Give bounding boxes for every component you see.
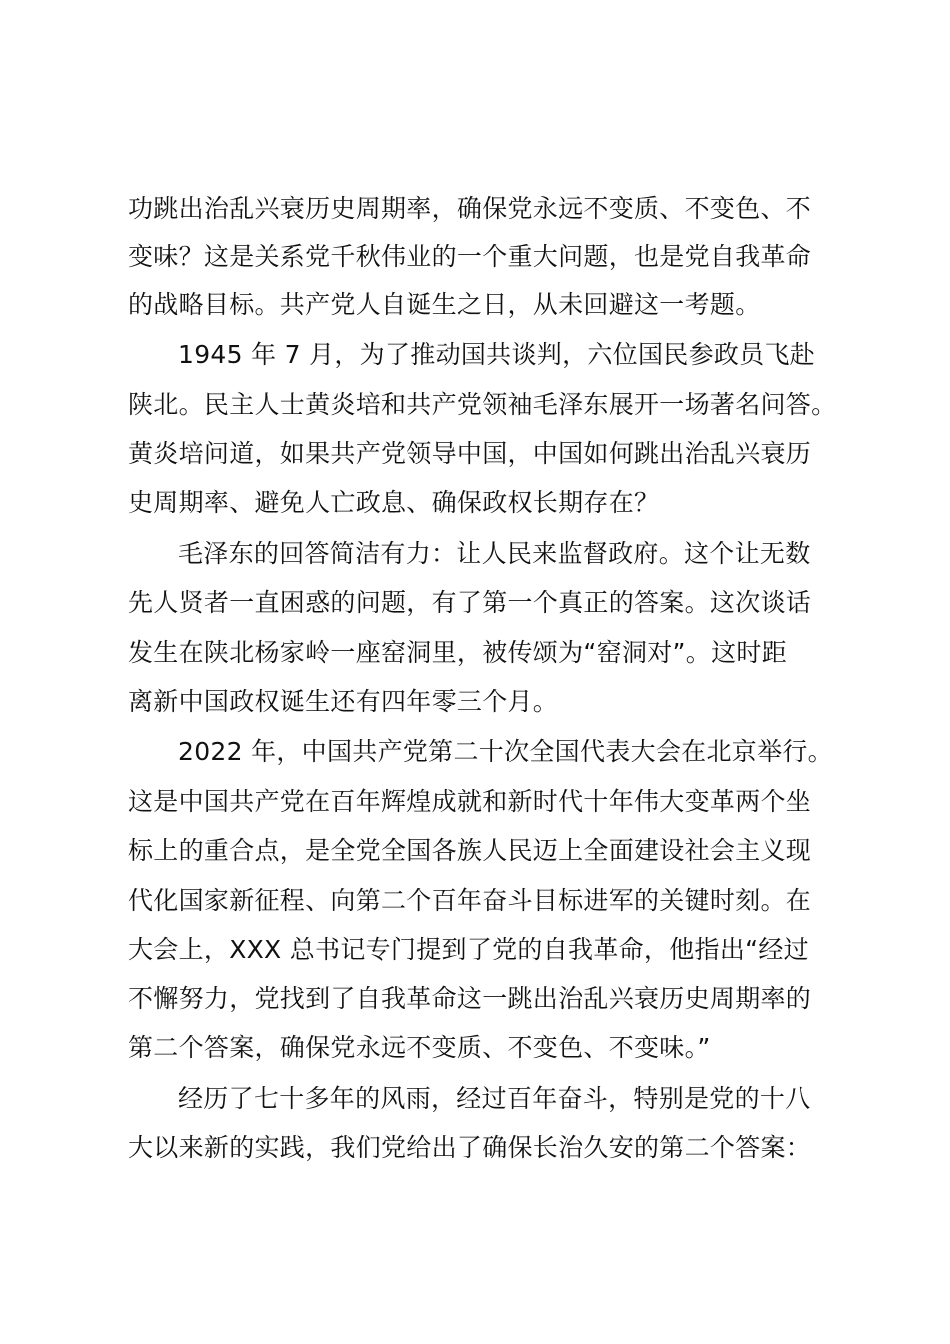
text-line: 2022 年，中国共产党第二十次全国代表大会在北京举行。: [178, 737, 833, 766]
text-line: 毛泽东的回答简洁有力：让人民来监督政府。这个让无数: [178, 539, 811, 568]
text-line: 先人贤者一直困惑的问题，有了第一个真正的答案。这次谈话: [128, 588, 812, 617]
text-line: 史周期率、避免人亡政息、确保政权长期存在？: [128, 488, 660, 517]
text-line: 黄炎培问道，如果共产党领导中国，中国如何跳出治乱兴衰历: [128, 439, 812, 468]
text-line: 不懈努力，党找到了自我革命这一跳出治乱兴衰历史周期率的: [128, 984, 812, 1013]
text-line: 代化国家新征程、向第二个百年奋斗目标进军的关键时刻。在: [128, 886, 812, 915]
text-line: 标上的重合点，是全党全国各族人民迈上全面建设社会主义现: [128, 836, 812, 865]
text-line: 的战略目标。共产党人自诞生之日，从未回避这一考题。: [128, 290, 761, 319]
text-line: 经历了七十多年的风雨，经过百年奋斗，特别是党的十八: [178, 1084, 811, 1113]
text-line: 发生在陕北杨家岭一座窑洞里，被传颂为“窑洞对”。这时距: [128, 638, 788, 667]
text-line: 第二个答案，确保党永远不变质、不变色、不变味。”: [128, 1033, 711, 1062]
text-line: 这是中国共产党在百年辉煌成就和新时代十年伟大变革两个坐: [128, 787, 812, 816]
text-line: 大以来新的实践，我们党给出了确保长治久安的第二个答案：: [128, 1133, 812, 1162]
text-line: 陕北。民主人士黄炎培和共产党领袖毛泽东展开一场著名问答。: [128, 390, 837, 419]
text-line: 变味？这是关系党千秋伟业的一个重大问题，也是党自我革命: [128, 242, 812, 271]
text-line: 功跳出治乱兴衰历史周期率，确保党永远不变质、不变色、不: [128, 194, 812, 223]
text-line: 大会上，XXX 总书记专门提到了党的自我革命，他指出“经过: [128, 935, 809, 964]
text-line: 1945 年 7 月，为了推动国共谈判，六位国民参政员飞赴: [178, 340, 816, 369]
text-line: 离新中国政权诞生还有四年零三个月。: [128, 687, 559, 716]
